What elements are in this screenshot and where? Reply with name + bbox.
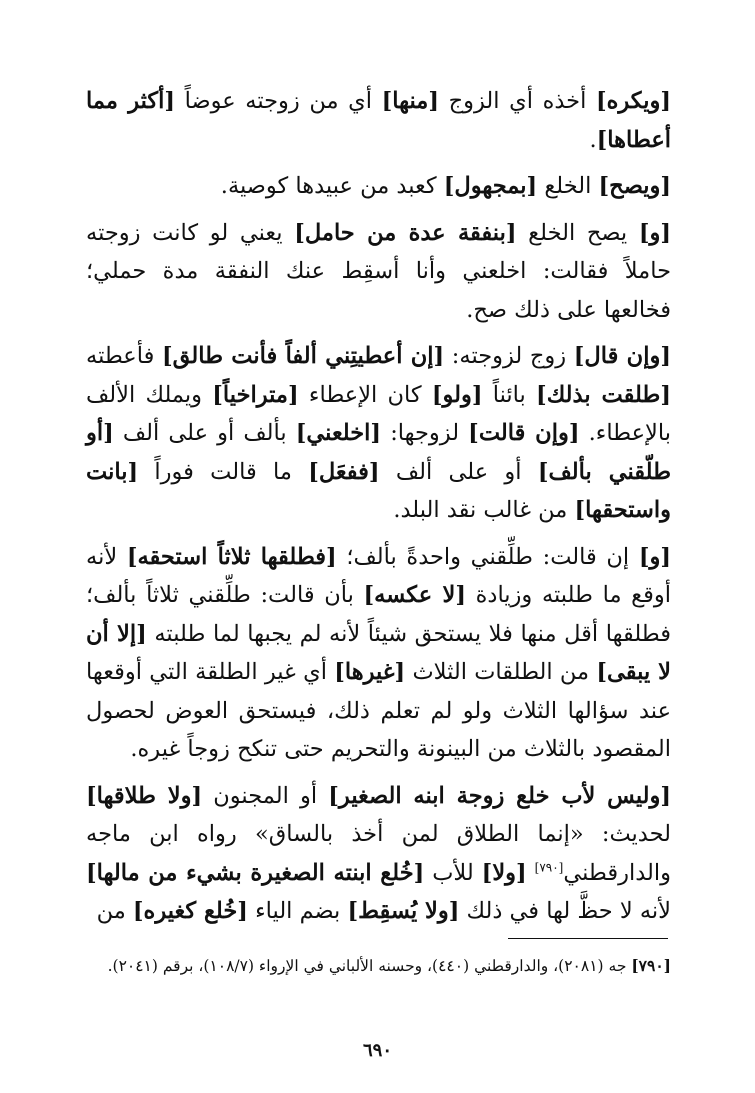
sharh-text: بأن قالت: طلِّقني ثلاثاً بألف؛ فطلقها أقل منها فلا يستحق شيئاً لأنه لم يجبها لما طلبته: [86, 582, 671, 647]
sharh-text: يصح الخلع: [516, 219, 639, 246]
sharh-text: لحديث: «إنما الطلاق لمن أخذ بالساق» رواه ابن ماجه والدارقطني: [86, 821, 672, 886]
matn-text: [خُلع كغيره]: [132, 898, 248, 924]
sharh-text: فأعطته: [86, 343, 162, 369]
matn-text: [ولا]: [481, 859, 527, 886]
sharh-text: من الطلقات الثلاث: [405, 659, 597, 685]
matn-text: [ولو]: [431, 381, 483, 408]
footnote-ref: [٧٩٠]: [631, 956, 671, 975]
sharh-text: لأنه لا حظَّ لها في ذلك: [459, 898, 671, 924]
matn-text: [و]: [638, 219, 671, 246]
sharh-text: من: [96, 898, 133, 924]
matn-text: [إن أعطيتِني ألفاً فأنت طالق]: [161, 343, 445, 369]
sharh-text: أو على ألف: [379, 458, 538, 485]
sharh-text: إن قالت: طلِّقني واحدةً بألف؛: [336, 543, 639, 570]
sharh-text: لأنه أوقع ما طلبته وزيادة: [86, 543, 671, 608]
sharh-text: أو المجنون: [202, 782, 329, 809]
matn-text: [وليس لأب خلع زوجة ابنه الصغير]: [328, 782, 672, 809]
sharh-text: بائناً: [482, 381, 537, 408]
page-number: ٦٩٠: [362, 1040, 392, 1061]
matn-text: [وإن قال]: [573, 343, 671, 369]
sharh-text: للأب: [424, 859, 482, 886]
sharh-text: أي من زوجته عوضاً: [175, 88, 382, 114]
footnote-marker: [٧٩٠]: [534, 860, 564, 874]
page-body: [86, 82, 671, 939]
matn-text: [اخلعني]: [295, 420, 382, 446]
matn-text: [بنفقة عدة من حامل]: [294, 219, 517, 246]
paragraph: [86, 337, 671, 530]
matn-text: [فطلقها ثلاثاً استحقه]: [126, 543, 337, 570]
paragraph: [86, 82, 671, 159]
sharh-text: ما قالت فوراً: [138, 458, 309, 485]
matn-text: [وإن قالت]: [468, 420, 580, 446]
matn-text: [غيرها]: [334, 659, 406, 685]
paragraph: [86, 167, 671, 206]
sharh-text: .: [589, 126, 597, 153]
sharh-text: ويملك الألف بالإعطاء.: [86, 381, 672, 446]
footnote-text: جه (٢٠٨١)، والدارقطني (٤٤٠)، وحسنه الألباني في الإرواء (١٠٨/٧)، برقم (٢٠٤١).: [107, 957, 632, 975]
footnote: [86, 950, 671, 982]
sharh-text: أخذه أي الزوج: [438, 88, 596, 114]
matn-text: [ففعَل]: [308, 458, 380, 485]
sharh-text: أي غير الطلقة التي أوقعها عند سؤالها الثلاث ولو لم تعلم ذلك، فيستحق العوض لحصول المقصود بالثلاث من البينونة والتحريم حتى تنكح زوجاً غيره.: [86, 659, 671, 762]
sharh-text: كان الإعطاء: [298, 381, 432, 408]
sharh-text: الخلع: [537, 173, 599, 199]
sharh-text: زوج لزوجته:: [444, 343, 574, 369]
matn-text: [متراخياً]: [212, 381, 299, 408]
matn-text: [أكثر مما أعطاها]: [86, 88, 671, 153]
sharh-text: من غالب نقد البلد.: [393, 497, 575, 523]
matn-text: [ويكره]: [595, 88, 672, 114]
sharh-text: بضم الياء: [247, 898, 348, 924]
paragraph: [86, 538, 671, 769]
footnote-separator: [508, 938, 668, 939]
matn-text: [بانت واستحقها]: [86, 458, 671, 523]
sharh-text: [527, 860, 535, 886]
sharh-text: بألف أو على ألف: [113, 420, 296, 446]
matn-text: [ويصح]: [598, 173, 671, 199]
sharh-text: لزوجها:: [381, 420, 469, 446]
paragraph: [86, 777, 671, 931]
matn-text: [ولا طلاقها]: [86, 782, 203, 809]
sharh-text: يعني لو كانت زوجته حاملاً فقالت: اخلعني وأنا أسقِط عنك النفقة مدة حملي؛ فخالعها على ذلك صح.: [86, 219, 671, 323]
matn-text: [خُلع ابنته الصغيرة بشيء من مالها]: [86, 859, 425, 886]
matn-text: [و]: [638, 543, 671, 570]
matn-text: [ولا يُسقِط]: [347, 898, 460, 924]
matn-text: [إلا أن لا يبقى]: [86, 620, 672, 685]
matn-text: [لا عكسه]: [363, 582, 466, 608]
matn-text: [طلقت بذلك]: [536, 381, 671, 408]
matn-text: [أو طلّقني بألف]: [86, 420, 671, 485]
matn-text: [منها]: [381, 88, 439, 114]
paragraph: [86, 214, 671, 330]
matn-text: [بمجهول]: [443, 173, 538, 199]
sharh-text: كعبد من عبيدها كوصية.: [220, 173, 444, 199]
